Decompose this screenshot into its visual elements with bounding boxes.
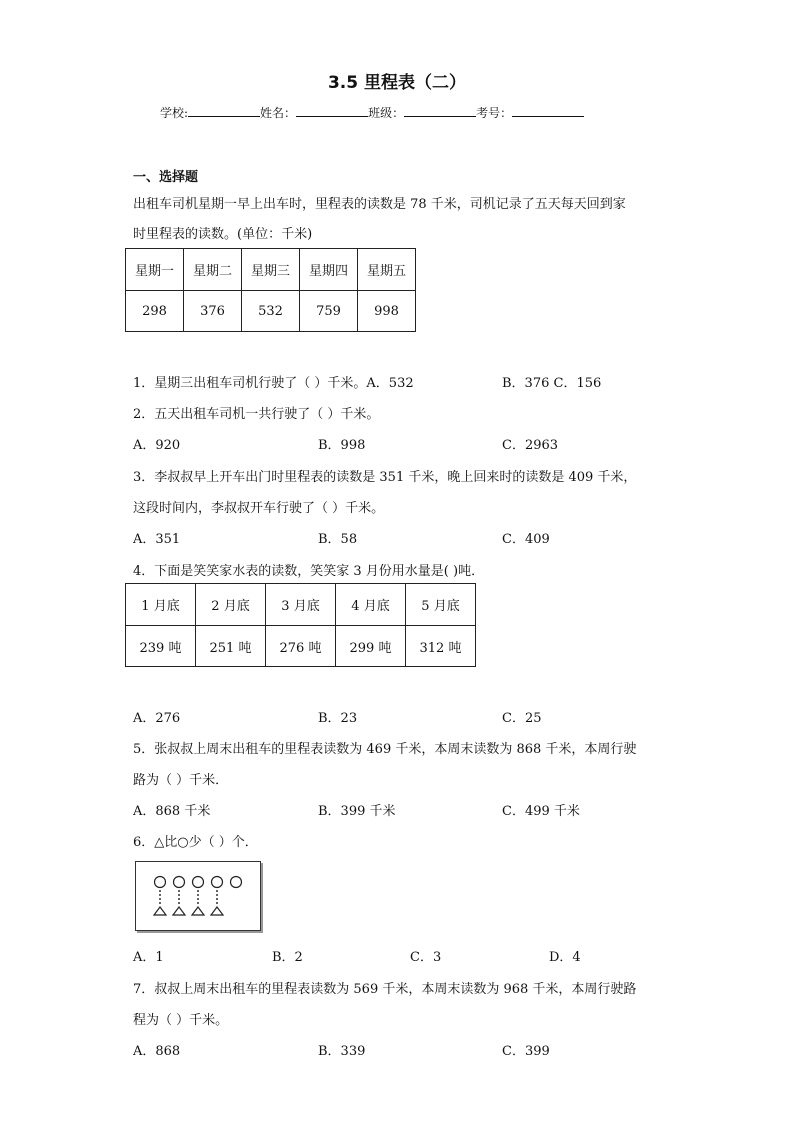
- odometer-value-cell: 532: [242, 291, 300, 332]
- odometer-header-cell: 星期五: [358, 249, 416, 291]
- odometer-header-cell: 星期一: [126, 249, 184, 291]
- question-2-option-a[interactable]: A．920: [133, 438, 181, 453]
- question-2: 2．五天出租车司机一共行驶了（ ）千米。: [133, 407, 380, 422]
- question-6: 6．△比○少（ ）个．: [133, 835, 258, 850]
- question-6-option-c[interactable]: C．3: [410, 950, 442, 965]
- water-header-cell: 2 月底: [196, 584, 266, 626]
- section-heading: 一、选择题: [133, 170, 199, 185]
- water-header-row: [126, 584, 476, 626]
- question-5-option-c[interactable]: C．499 千米: [502, 804, 580, 819]
- question-2-option-c[interactable]: C．2963: [502, 438, 559, 453]
- circle-shape: [212, 877, 223, 888]
- odometer-header-cell: 星期二: [184, 249, 242, 291]
- circles-triangles-figure: [135, 861, 261, 931]
- circle-shape: [193, 877, 204, 888]
- question-2-option-b[interactable]: B．998: [318, 438, 366, 453]
- water-value-cell: 276 吨: [266, 626, 336, 667]
- circle-shape: [174, 877, 185, 888]
- question-3-line-1: 3．李叔叔早上开车出门时里程表的读数是 351 千米，晚上回来时的读数是 409 千米，: [133, 470, 637, 485]
- question-6-option-a[interactable]: A．1: [133, 950, 164, 965]
- odometer-header-row: [126, 249, 416, 291]
- school-label: 学校:: [160, 106, 189, 120]
- exam-number-blank[interactable]: [512, 104, 584, 117]
- question-5-option-a[interactable]: A．868 千米: [133, 804, 211, 819]
- question-7-option-b[interactable]: B．339: [318, 1044, 366, 1059]
- name-blank[interactable]: [296, 104, 368, 117]
- water-value-cell: 299 吨: [336, 626, 406, 667]
- odometer-value-cell: 376: [184, 291, 242, 332]
- class-label: 班级：: [368, 106, 405, 120]
- question-3-line-2: 这段时间内，李叔叔开车行驶了（ ）千米。: [133, 501, 385, 516]
- exam-number-label: 考号：: [476, 106, 513, 120]
- water-header-cell: 4 月底: [336, 584, 406, 626]
- odometer-value-cell: 998: [358, 291, 416, 332]
- class-blank[interactable]: [404, 104, 476, 117]
- name-label: 姓名：: [260, 106, 297, 120]
- question-6-option-d[interactable]: D．4: [549, 950, 581, 965]
- water-value-row: [126, 626, 476, 667]
- question-7-line-2: 程为（ ）千米。: [133, 1013, 229, 1028]
- odometer-value-row: [126, 291, 416, 332]
- question-7-option-c[interactable]: C．399: [502, 1044, 550, 1059]
- question-7-option-a[interactable]: A．868: [133, 1044, 181, 1059]
- page-title: 3.5 里程表（二）: [327, 73, 467, 93]
- odometer-value-cell: 298: [126, 291, 184, 332]
- odometer-header-cell: 星期四: [300, 249, 358, 291]
- question-6-option-b[interactable]: B．2: [272, 950, 303, 965]
- water-value-cell: 239 吨: [126, 626, 196, 667]
- odometer-value-cell: 759: [300, 291, 358, 332]
- intro-line-1: 出租车司机星期一早上出车时，里程表的读数是 78 千米，司机记录了五天每天回到家: [133, 197, 626, 212]
- school-blank[interactable]: [188, 104, 260, 117]
- question-3-option-c[interactable]: C．409: [502, 532, 550, 547]
- question-7-line-1: 7．叔叔上周末出租车的里程表读数为 569 千米，本周末读数为 968 千米，本周行驶路: [133, 982, 637, 997]
- intro-line-2: 时里程表的读数。(单位：千米): [133, 227, 313, 242]
- water-header-cell: 3 月底: [266, 584, 336, 626]
- circle-shape: [231, 877, 242, 888]
- water-value-cell: 251 吨: [196, 626, 266, 667]
- water-header-cell: 1 月底: [126, 584, 196, 626]
- water-meter-table: [125, 583, 476, 667]
- student-info-line: [160, 104, 584, 121]
- water-header-cell: 5 月底: [406, 584, 476, 626]
- triangle-shape: [154, 907, 166, 915]
- question-4-option-c[interactable]: C．25: [502, 711, 542, 726]
- triangle-shape: [173, 907, 185, 915]
- question-1: 1．星期三出租车司机行驶了（ ）千米。A．532: [133, 376, 414, 391]
- question-4-option-a[interactable]: A．276: [133, 711, 181, 726]
- question-4-option-b[interactable]: B．23: [318, 711, 358, 726]
- question-5-option-b[interactable]: B．399 千米: [318, 804, 396, 819]
- odometer-table: [125, 248, 416, 332]
- question-5-line-2: 路为（ ）千米．: [133, 773, 229, 788]
- triangle-shape: [211, 907, 223, 915]
- odometer-header-cell: 星期三: [242, 249, 300, 291]
- triangle-shape: [192, 907, 204, 915]
- question-5-line-1: 5．张叔叔上周末出租车的里程表读数为 469 千米，本周末读数为 868 千米，本周行驶: [133, 742, 637, 757]
- question-4: 4．下面是笑笑家水表的读数，笑笑家 3 月份用水量是( )吨．: [133, 564, 485, 579]
- question-3-option-b[interactable]: B．58: [318, 532, 358, 547]
- question-3-option-a[interactable]: A．351: [133, 532, 181, 547]
- circle-shape: [155, 877, 166, 888]
- question-1-options[interactable]: B．376 C．156: [502, 376, 602, 391]
- water-value-cell: 312 吨: [406, 626, 476, 667]
- circles-triangles-svg: [136, 862, 260, 930]
